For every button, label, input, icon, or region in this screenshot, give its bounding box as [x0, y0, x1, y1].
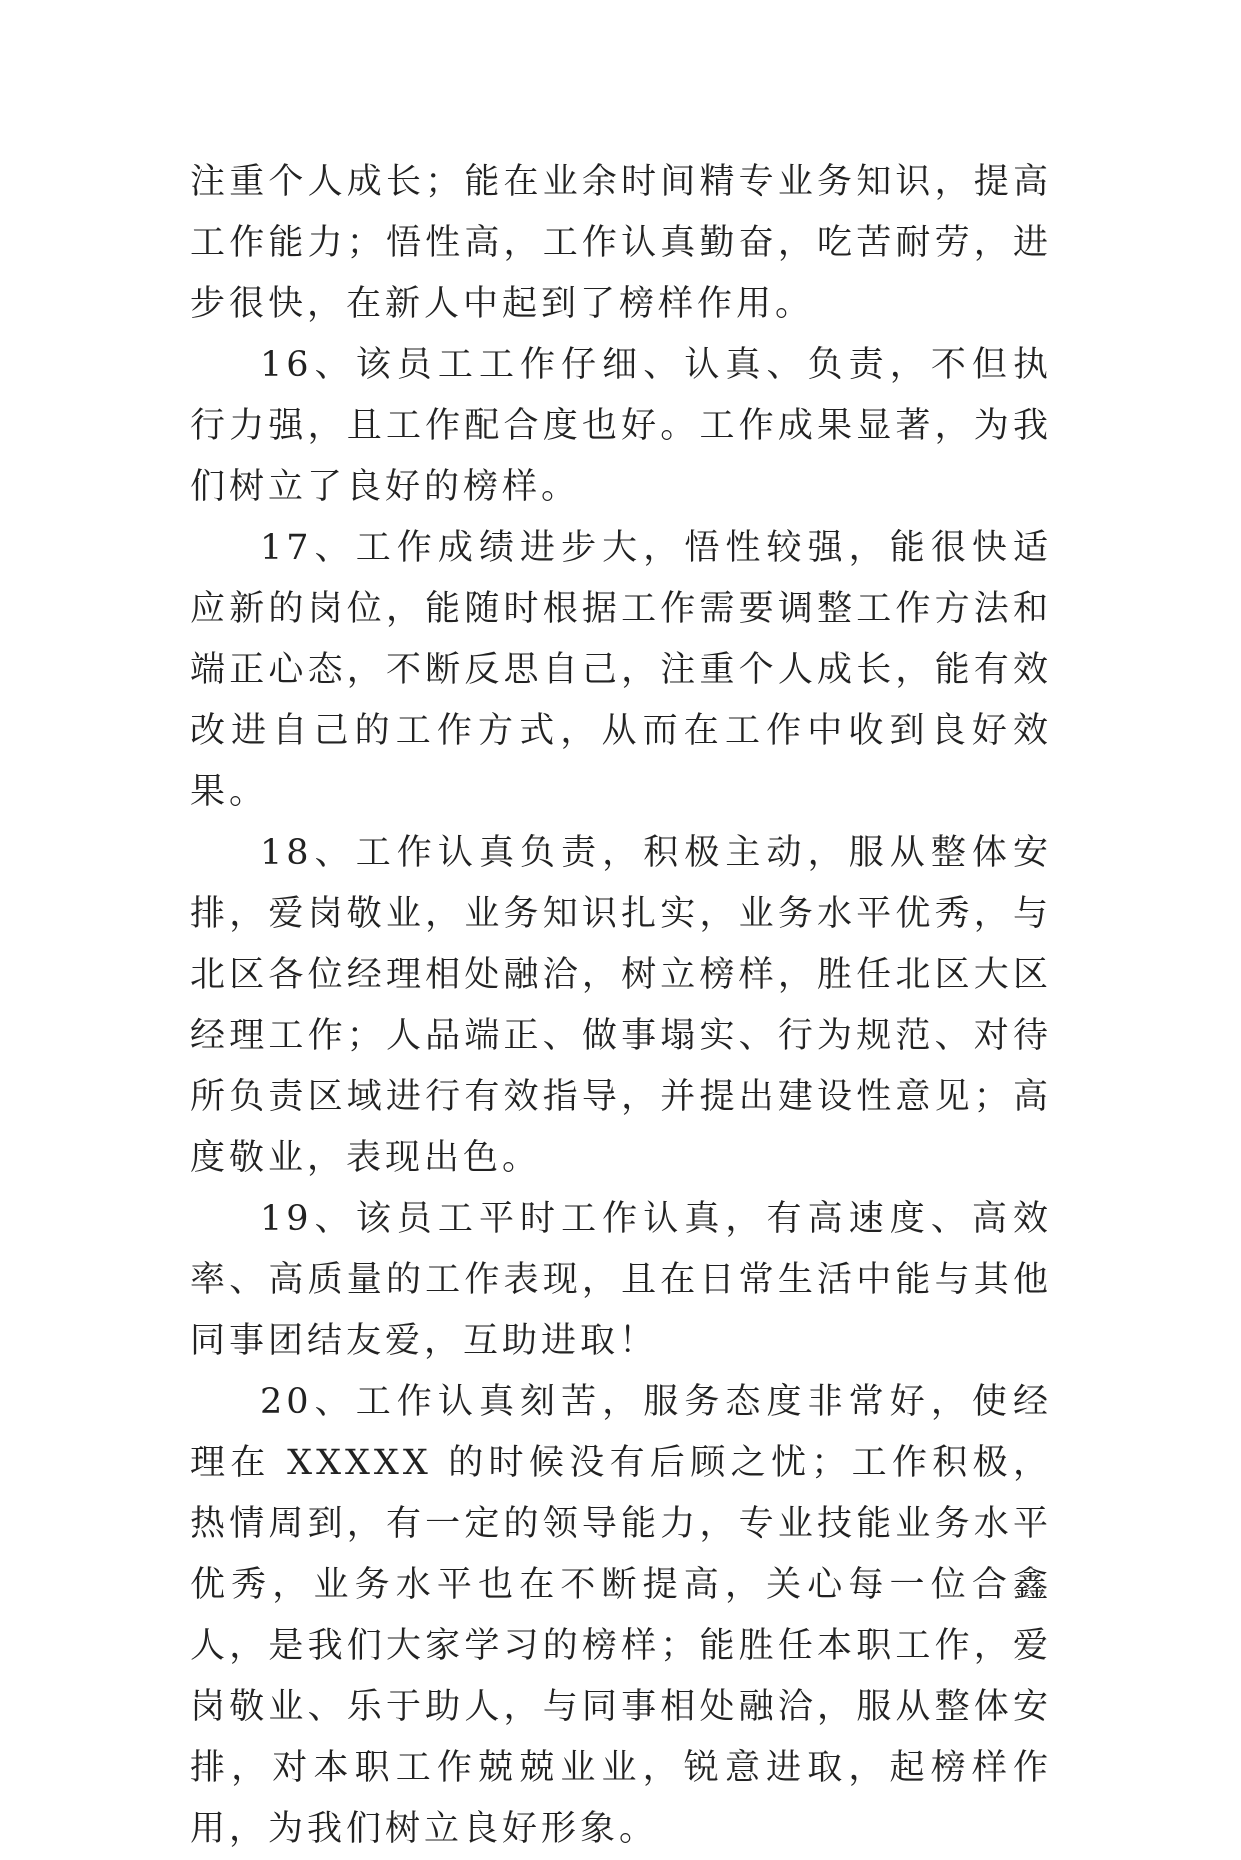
paragraph-item-19: 19、该员工平时工作认真，有高速度、高效率、高质量的工作表现，且在日常生活中能与其他同事团结友爱，互助进取！	[190, 1199, 1052, 1361]
paragraph-item-20: 20、工作认真刻苦，服务态度非常好，使经理在 XXXXX 的时候没有后顾之忧；工作积极，热情周到，有一定的领导能力，专业技能业务水平优秀，业务水平也在不断提高，关心每一位合鑫人，是我们大家学习的榜样；能胜任本职工作，爱岗敬业、乐于助人，与同事相处融洽，服从整体安排，对本职工作兢兢业业，锐意进取，起榜样作用，为我们树立良好形象。	[190, 1382, 1052, 1849]
paragraph-item-16: 16、该员工工作仔细、认真、负责，不但执行力强，且工作配合度也好。工作成果显著，为我们树立了良好的榜样。	[190, 345, 1052, 507]
paragraph-item-18: 18、工作认真负责，积极主动，服从整体安排，爱岗敬业，业务知识扎实，业务水平优秀，与北区各位经理相处融洽，树立榜样，胜任北区大区经理工作；人品端正、做事塌实、行为规范、对待所负责区域进行有效指导，并提出建设性意见；高度敬业，表现出色。	[190, 833, 1052, 1178]
paragraph-continued: 注重个人成长；能在业余时间精专业务知识，提高工作能力；悟性高，工作认真勤奋，吃苦耐劳，进步很快，在新人中起到了榜样作用。	[190, 162, 1052, 324]
document-body	[190, 152, 1052, 1860]
paragraph-item-17: 17、工作成绩进步大，悟性较强，能很快适应新的岗位，能随时根据工作需要调整工作方法和端正心态，不断反思自己，注重个人成长，能有效改进自己的工作方式，从而在工作中收到良好效果。	[190, 528, 1052, 812]
